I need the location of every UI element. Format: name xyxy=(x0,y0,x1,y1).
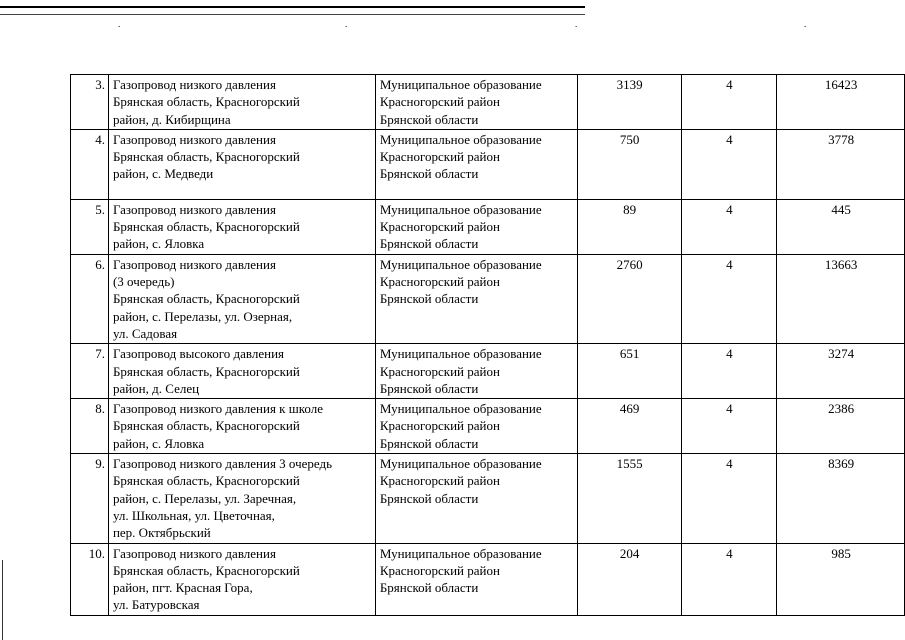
description-line: район, с. Медведи xyxy=(112,166,214,182)
length-value: 651 xyxy=(577,344,681,399)
owner-cell xyxy=(375,399,577,454)
owner-line: Красногорский район xyxy=(379,274,500,290)
description-line: Газопровод высокого давления xyxy=(112,346,285,362)
description-line: Газопровод низкого давления к школе xyxy=(112,401,324,417)
column-5-value: 4 xyxy=(681,254,777,343)
description-line: район, с. Яловка xyxy=(112,236,205,252)
owner-line: Муниципальное образование xyxy=(379,545,542,561)
column-6-value: 3778 xyxy=(777,129,905,199)
table-body xyxy=(71,75,905,616)
column-5-value: 4 xyxy=(681,543,777,615)
owner-line: Брянской области xyxy=(379,380,479,396)
description-line: Газопровод низкого давления xyxy=(112,545,276,561)
description-line: Брянская область, Красногорский xyxy=(112,94,300,110)
owner-line: Красногорский район xyxy=(379,94,500,110)
description-line: Газопровод низкого давления xyxy=(112,77,276,92)
length-value: 1555 xyxy=(577,454,681,543)
length-value: 469 xyxy=(577,399,681,454)
owner-line: Красногорский район xyxy=(379,473,500,489)
column-6-value: 16423 xyxy=(777,75,905,130)
description-line: Газопровод низкого давления xyxy=(112,256,276,272)
header-mark: . xyxy=(118,19,121,29)
column-6-value: 3274 xyxy=(777,344,905,399)
owner-line: Красногорский район xyxy=(379,418,500,434)
row-number: 10. xyxy=(71,543,109,615)
owner-line: Муниципальное образование xyxy=(379,256,542,272)
description-line: ул. Школьная, ул. Цветочная, xyxy=(112,507,275,523)
column-6-value: 8369 xyxy=(777,454,905,543)
column-6-value: 445 xyxy=(777,199,905,254)
object-description-cell xyxy=(108,344,375,399)
owner-line: Муниципальное образование xyxy=(379,77,542,92)
table-row xyxy=(71,199,905,254)
owner-line: Брянской области xyxy=(379,435,479,451)
row-number: 7. xyxy=(71,344,109,399)
description-line: Брянская область, Красногорский xyxy=(112,562,300,578)
table-row xyxy=(71,344,905,399)
row-number: 9. xyxy=(71,454,109,543)
length-value: 89 xyxy=(577,199,681,254)
owner-line: Красногорский район xyxy=(379,363,500,379)
column-6-value: 985 xyxy=(777,543,905,615)
owner-line: Красногорский район xyxy=(379,219,500,235)
owner-line: Муниципальное образование xyxy=(379,346,542,362)
description-line: ул. Садовая xyxy=(112,325,178,341)
owner-line: Муниципальное образование xyxy=(379,456,542,472)
owner-line: Брянской области xyxy=(379,580,479,596)
table-row xyxy=(71,399,905,454)
description-line: пер. Октябрьский xyxy=(112,525,211,541)
gas-pipelines-table xyxy=(70,74,905,616)
owner-line: Красногорский район xyxy=(379,562,500,578)
description-line: Брянская область, Красногорский xyxy=(112,363,300,379)
owner-cell xyxy=(375,454,577,543)
owner-line: Муниципальное образование xyxy=(379,131,542,147)
row-number: 3. xyxy=(71,75,109,130)
column-5-value: 4 xyxy=(681,75,777,130)
table-row xyxy=(71,454,905,543)
length-value: 3139 xyxy=(577,75,681,130)
owner-cell xyxy=(375,75,577,130)
object-description-cell xyxy=(108,454,375,543)
description-line: район, д. Селец xyxy=(112,380,200,396)
scan-edge-line xyxy=(2,560,3,640)
description-line: район, с. Яловка xyxy=(112,435,205,451)
column-5-value: 4 xyxy=(681,344,777,399)
object-description-cell xyxy=(108,399,375,454)
column-5-value: 4 xyxy=(681,454,777,543)
owner-cell xyxy=(375,129,577,199)
description-line: район, с. Перелазы, ул. Заречная, xyxy=(112,490,297,506)
description-line: Газопровод низкого давления 3 очередь xyxy=(112,456,333,472)
object-description-cell xyxy=(108,75,375,130)
length-value: 750 xyxy=(577,129,681,199)
length-value: 2760 xyxy=(577,254,681,343)
column-6-value: 13663 xyxy=(777,254,905,343)
owner-line: Брянской области xyxy=(379,490,479,506)
column-5-value: 4 xyxy=(681,129,777,199)
owner-cell xyxy=(375,344,577,399)
column-6-value: 2386 xyxy=(777,399,905,454)
top-rule xyxy=(0,6,585,8)
header-mark: . xyxy=(345,19,348,29)
column-5-value: 4 xyxy=(681,199,777,254)
owner-line: Брянской области xyxy=(379,291,479,307)
row-number: 8. xyxy=(71,399,109,454)
description-line: Газопровод низкого давления xyxy=(112,131,276,147)
object-description-cell xyxy=(108,129,375,199)
column-5-value: 4 xyxy=(681,399,777,454)
description-line: район, пгт. Красная Гора, xyxy=(112,580,253,596)
description-line: Брянская область, Красногорский xyxy=(112,418,300,434)
description-line: ул. Батуровская xyxy=(112,597,200,613)
object-description-cell xyxy=(108,199,375,254)
owner-cell xyxy=(375,199,577,254)
description-line: (3 очередь) xyxy=(112,274,175,290)
owner-line: Муниципальное образование xyxy=(379,401,542,417)
description-line: Брянская область, Красногорский xyxy=(112,219,300,235)
owner-cell xyxy=(375,254,577,343)
description-line: Газопровод низкого давления xyxy=(112,201,276,217)
table-row xyxy=(71,129,905,199)
description-line: район, д. Кибирщина xyxy=(112,111,231,127)
description-line: Брянская область, Красногорский xyxy=(112,473,300,489)
table-row xyxy=(71,543,905,615)
owner-line: Брянской области xyxy=(379,111,479,127)
table-row xyxy=(71,254,905,343)
object-description-cell xyxy=(108,543,375,615)
description-line: Брянская область, Красногорский xyxy=(112,149,300,165)
row-number: 6. xyxy=(71,254,109,343)
header-mark: . xyxy=(804,19,807,29)
description-line: район, с. Перелазы, ул. Озерная, xyxy=(112,308,293,324)
length-value: 204 xyxy=(577,543,681,615)
owner-line: Муниципальное образование xyxy=(379,201,542,217)
row-number: 4. xyxy=(71,129,109,199)
top-rule-thin xyxy=(0,14,585,15)
owner-line: Брянской области xyxy=(379,166,479,182)
object-description-cell xyxy=(108,254,375,343)
header-mark: . xyxy=(575,19,578,29)
row-number: 5. xyxy=(71,199,109,254)
description-line: Брянская область, Красногорский xyxy=(112,291,300,307)
owner-cell xyxy=(375,543,577,615)
owner-line: Красногорский район xyxy=(379,149,500,165)
owner-line: Брянской области xyxy=(379,236,479,252)
table-row xyxy=(71,75,905,130)
